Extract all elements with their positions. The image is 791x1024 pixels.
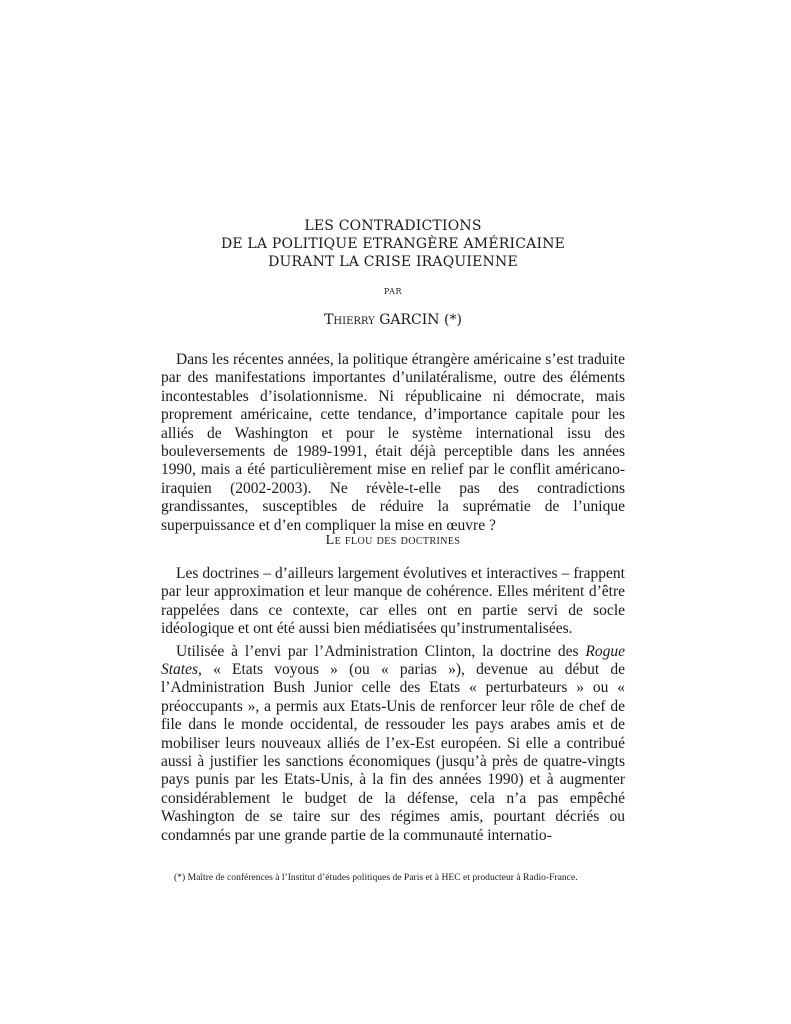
title-line-1: LES CONTRADICTIONS xyxy=(304,218,482,234)
intro-paragraph: Dans les récentes années, la politique étrangère américaine s’est traduite par des manifestations importantes d’unilatéralisme, outre des éléments incontestables d’isolationnisme. Ni républicaine ni démocrate, mais proprement américaine, cette tendance, d’importance capitale pour les alliés de Washington et pour le système international issu des bouleversements de 1989-1991, était déjà perceptible dans les années 1990, mais a été particulièrement mise en relief par le conflit américano-iraquien (2002-2003). Ne révèle-t-elle pas des contradictions grandissantes, susceptibles de réduire la suprématie de l’unique superpuissance et d’en compliquer la mise en œuvre ? xyxy=(161,351,625,534)
title-line-2: DE LA POLITIQUE ETRANGÈRE AMÉRICAINE xyxy=(220,236,566,252)
section-heading: Le flou des doctrines xyxy=(325,533,461,548)
paragraph-2-rest: , « Etats voyous » (ou « parias »), devenue au début de l’Administration Bush Junior celle des Etats « perturbateurs » ou « préoccupants », a permis aux Etats-Unis de renforcer leur rôle de chef de file dans le monde occidental, de ressouder les pays arabes amis et de mobiliser leurs nouveaux alliés de l’ex-Est européen. Si elle a contribué aussi à justifier les sanctions économiques (jusqu’à près de quatre-vingts pays punis par les Etats-Unis, à la fin des années 1990) et à augmenter considérablement le budget de la défense, cela n’a pas empêché Washington de se taire sur des régimes amis, pourtant décriés ou condamnés par une grande partie de la communauté internatio- xyxy=(161,661,625,844)
rogue-states-term: Rogue States xyxy=(161,642,625,679)
by-label: PAR xyxy=(383,287,403,296)
title-line-3: DURANT LA CRISE IRAQUIENNE xyxy=(268,254,518,270)
author-first-name: Thierry xyxy=(324,312,375,328)
introduction xyxy=(161,351,625,539)
author-line xyxy=(161,312,625,328)
section-paragraph-2 xyxy=(161,643,625,845)
author-footnote-mark: (*) xyxy=(443,312,462,328)
article-title xyxy=(161,217,625,271)
author-last-name: GARCIN xyxy=(379,312,440,328)
paragraph-2-lead: Utilisée à l’envi par l’Administration Clinton, la doctrine des xyxy=(176,642,586,660)
footnote: (*) Maître de conférences à l’Institut d’études politiques de Paris et à HEC et producteur à Radio-France. xyxy=(174,872,578,883)
section-paragraph-1: Les doctrines – d’ailleurs largement évolutives et interactives – frappent par leur approximation et leur manque de cohérence. Elles méritent d’être rappelées dans ce contexte, car elles ont en partie servi de socle idéologique et ont été aussi bien médiatisées qu’instrumentalisées. xyxy=(161,565,625,638)
section-body xyxy=(161,565,625,849)
